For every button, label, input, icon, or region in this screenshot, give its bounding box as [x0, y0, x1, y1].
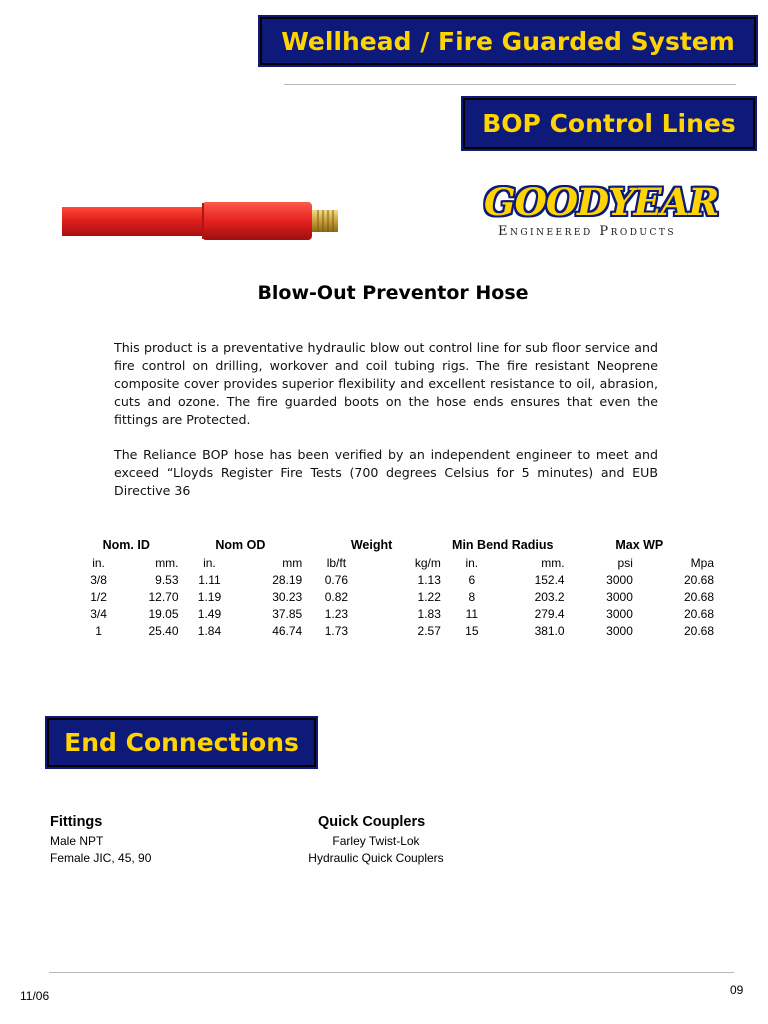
- coupler-item: Farley Twist-Lok: [332, 834, 420, 848]
- table-cell: 12.70: [148, 589, 179, 604]
- table-cell: 1.84: [197, 623, 222, 638]
- table-cell: 203.2: [534, 589, 565, 604]
- table-row: [74, 605, 714, 622]
- coupler-item: Hydraulic Quick Couplers: [308, 851, 444, 865]
- col-group-bend-radius: Min Bend Radius: [452, 538, 554, 552]
- unit-cell: mm: [282, 555, 303, 570]
- footer-divider: [49, 972, 734, 973]
- unit-cell: kg/m: [414, 555, 441, 570]
- table-group-headers: [74, 536, 714, 554]
- table-cell: 2.57: [417, 623, 441, 638]
- page-title-banner: [260, 17, 756, 65]
- hose-boot: [202, 202, 312, 240]
- unit-cell: Mpa: [690, 555, 714, 570]
- table-cell: 3/4: [90, 606, 107, 621]
- table-cell: 1.73: [324, 623, 349, 638]
- table-cell: 1.13: [417, 572, 441, 587]
- table-cell: 20.68: [683, 606, 714, 621]
- fitting-item: Female JIC, 45, 90: [50, 851, 152, 865]
- table-cell: 30.23: [272, 589, 303, 604]
- page-number: 09: [730, 983, 744, 997]
- end-connections-banner: [47, 718, 316, 767]
- table-cell: 19.05: [148, 606, 179, 621]
- top-divider: [284, 84, 736, 85]
- unit-cell: mm.: [541, 555, 565, 570]
- table-cell: 381.0: [534, 623, 565, 638]
- hose-product-image: [62, 196, 342, 246]
- fittings-heading: Fittings: [50, 814, 103, 830]
- table-cell: 1.19: [197, 589, 222, 604]
- logo-tagline: Engineered Products: [498, 224, 677, 239]
- table-cell: 8: [468, 589, 476, 604]
- table-cell: 0.76: [324, 572, 349, 587]
- unit-cell: in.: [465, 555, 479, 570]
- table-cell: 11: [465, 606, 479, 621]
- table-cell: 25.40: [148, 623, 179, 638]
- table-cell: 15: [465, 623, 479, 638]
- unit-cell: psi: [617, 555, 633, 570]
- col-group-weight: Weight: [350, 538, 393, 552]
- table-cell: 3/8: [90, 572, 107, 587]
- hose-body: [62, 207, 212, 236]
- footer-date: 11/06: [20, 989, 50, 1003]
- col-group-nom-od: Nom OD: [215, 538, 266, 552]
- unit-cell: lb/ft: [326, 555, 347, 570]
- col-group-nom-id: Nom. ID: [102, 538, 150, 552]
- table-cell: 0.82: [324, 589, 349, 604]
- subtitle-banner: [463, 98, 755, 149]
- table-cell: 46.74: [272, 623, 303, 638]
- product-title: Blow-Out Preventor Hose: [257, 282, 529, 304]
- spec-table: [74, 536, 714, 639]
- table-cell: 6: [468, 572, 476, 587]
- table-cell: 3000: [606, 606, 633, 621]
- table-cell: 279.4: [534, 606, 565, 621]
- table-cell: 1.23: [324, 606, 349, 621]
- table-cell: 1: [95, 623, 102, 638]
- end-connections-title: End Connections: [64, 728, 299, 757]
- product-description: This product is a preventative hydraulic blow out control line for sub floor service and fire control on drilling, workover and coil tubing rigs. The fire resistant Neoprene composite cover provides superior flexibility and excellent resistance to oil, abrasion, cuts and ozone. The fire guarded boots on the hose ends ensures that even the fittings are Protected.: [114, 340, 658, 427]
- table-cell: 1.49: [197, 606, 222, 621]
- fitting-item: Male NPT: [50, 834, 104, 848]
- table-cell: 1.22: [417, 589, 441, 604]
- table-cell: 3000: [606, 623, 633, 638]
- table-cell: 9.53: [155, 572, 179, 587]
- logo-wordmark: GOODYEAR: [484, 180, 719, 224]
- table-cell: 20.68: [683, 623, 714, 638]
- col-group-max-wp: Max WP: [615, 538, 664, 552]
- table-cell: 20.68: [683, 572, 714, 587]
- table-cell: 152.4: [534, 572, 565, 587]
- table-unit-row: [74, 554, 714, 571]
- table-cell: 20.68: [683, 589, 714, 604]
- page-subtitle: BOP Control Lines: [482, 109, 736, 138]
- table-cell: 1.83: [417, 606, 441, 621]
- unit-cell: in.: [203, 555, 216, 570]
- unit-cell: in.: [92, 555, 105, 570]
- table-row: [74, 588, 714, 605]
- table-cell: 1/2: [90, 589, 107, 604]
- table-cell: 3000: [606, 572, 633, 587]
- hose-fitting: [312, 210, 338, 232]
- couplers-heading: Quick Couplers: [318, 814, 426, 830]
- goodyear-logo: [478, 176, 750, 246]
- table-row: [74, 571, 714, 588]
- page-title: Wellhead / Fire Guarded System: [281, 26, 735, 56]
- table-cell: 37.85: [272, 606, 303, 621]
- unit-cell: mm.: [155, 555, 179, 570]
- table-cell: 1.11: [198, 572, 221, 587]
- table-row: [74, 622, 714, 639]
- table-cell: 28.19: [272, 572, 303, 587]
- certification-note: The Reliance BOP hose has been verified by an independent engineer to meet and exceed “Lloyds Register Fire Tests (700 degrees Celsius for 5 minutes) and EUB Directive 36: [114, 447, 658, 498]
- table-cell: 3000: [606, 589, 633, 604]
